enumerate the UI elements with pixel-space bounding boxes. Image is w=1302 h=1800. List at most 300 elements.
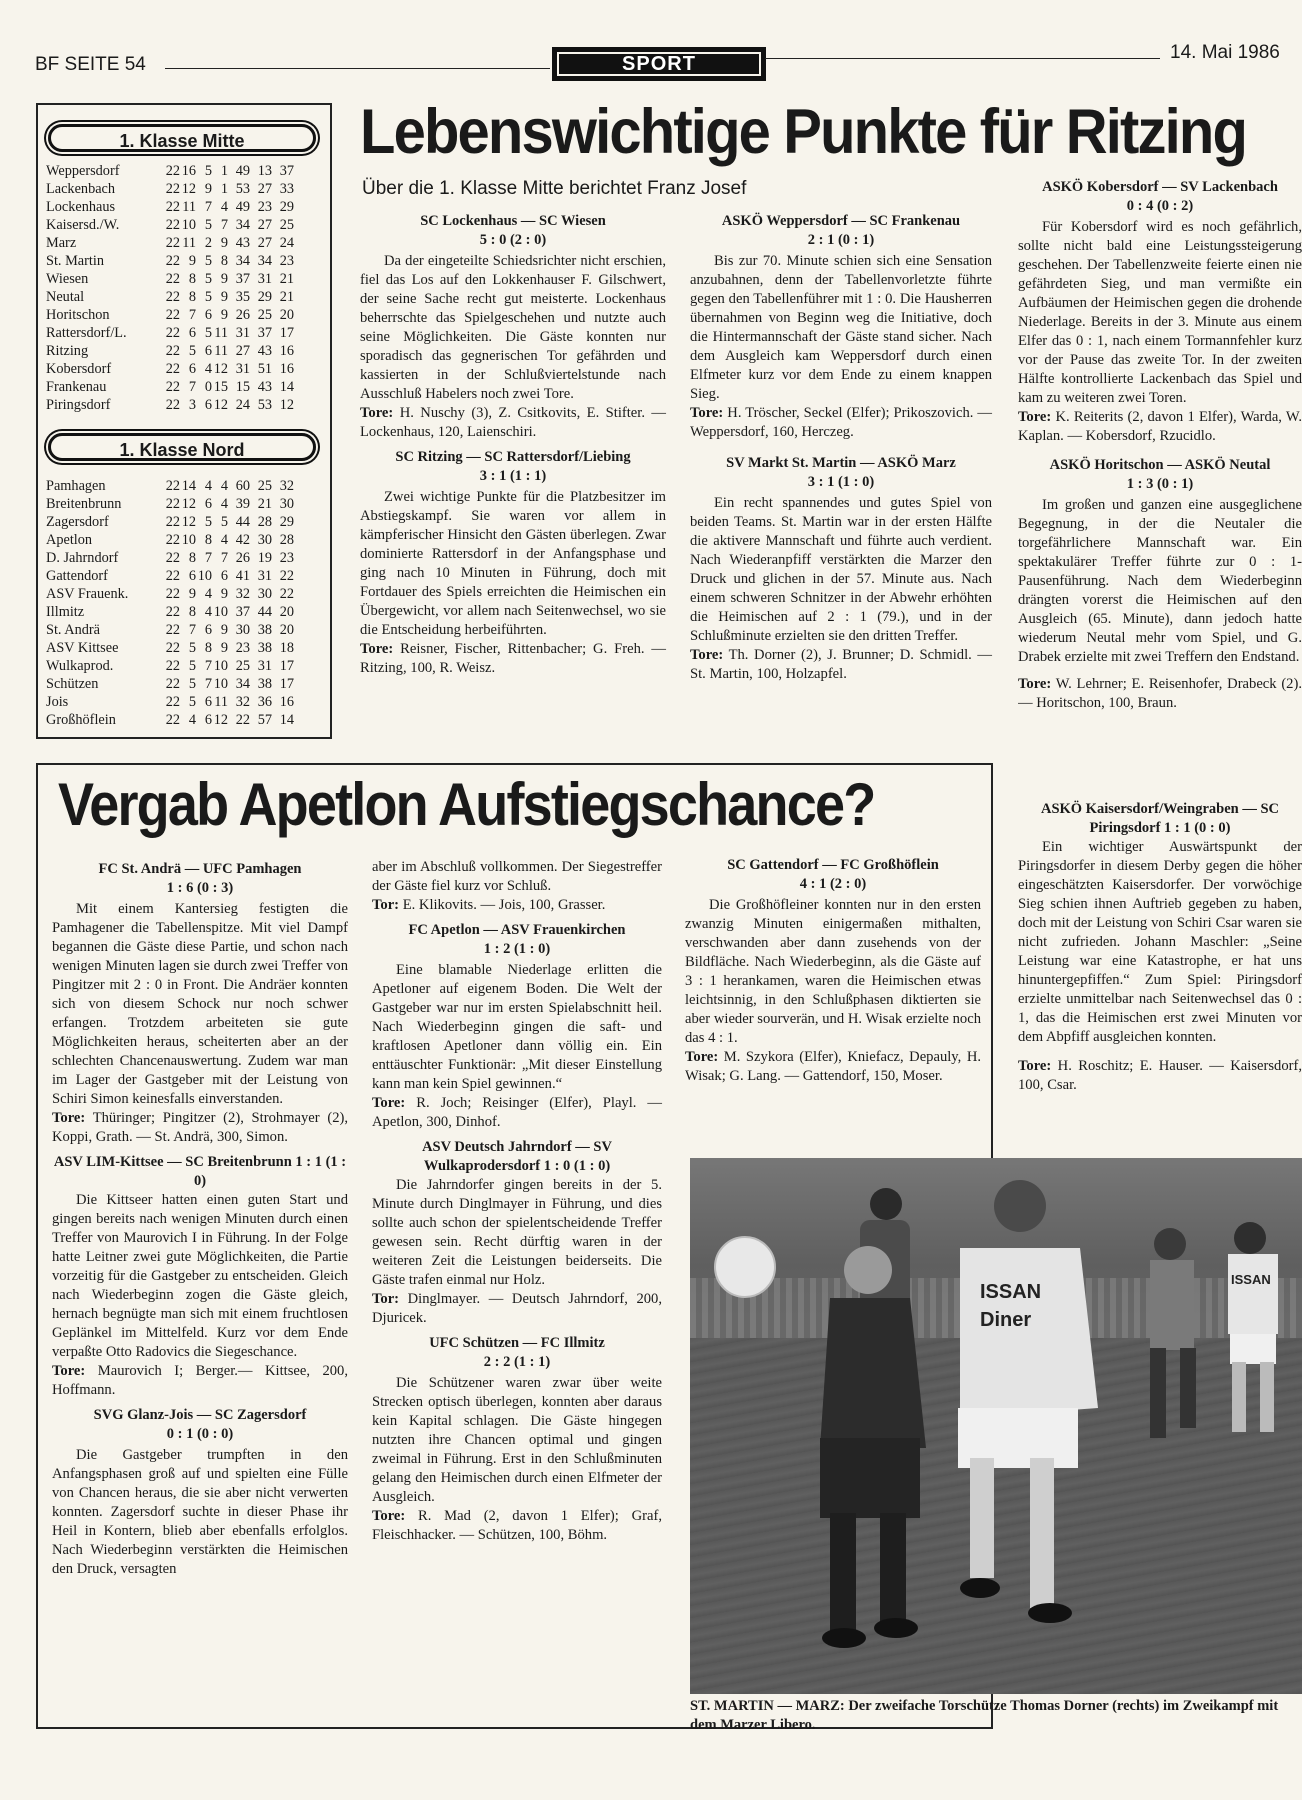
match-report: Zwei wichtige Punkte für die Platzbesitzer im Abstiegskampf. Sie waren vor allem in kämpferischer Hinsicht den Gästen überlegen. Zwar dominierte Rattersdorf in der Anfangsphase und ging nach 10 Minuten in Führung, doch mit Fortdauer des Spiels erreichten die Heimischen ein Übergewicht, vor allem nach Seitenwechsel, wo sie die Entscheidung herbeiführten. bbox=[360, 489, 666, 638]
standings-row bbox=[46, 324, 326, 342]
stat-cell: 22 bbox=[165, 676, 180, 692]
stat-cell: 29 bbox=[279, 199, 294, 215]
stat-cell: 39 bbox=[235, 496, 250, 512]
scorers-line bbox=[1018, 1057, 1302, 1095]
stat-cell: 29 bbox=[279, 514, 294, 530]
stat-cell: 8 bbox=[188, 289, 196, 305]
scorers-label: Tore: bbox=[690, 405, 724, 421]
stat-cell: 6 bbox=[204, 694, 212, 710]
shirt-lettering: Diner bbox=[980, 1309, 1032, 1331]
stat-cell: 36 bbox=[257, 694, 272, 710]
scorers-label: Tor: bbox=[372, 1291, 400, 1307]
scorers-line bbox=[1018, 408, 1302, 446]
team-name: Kaisersd./W. bbox=[46, 217, 120, 233]
match-report: aber im Abschluß vollkommen. Der Siegestreffer der Gäste fiel kurz vor Schluß. bbox=[372, 859, 662, 894]
stat-cell: 7 bbox=[188, 622, 196, 638]
stat-cell: 22 bbox=[165, 568, 180, 584]
article-column bbox=[690, 212, 992, 688]
standings-row bbox=[46, 675, 326, 693]
standings-row bbox=[46, 639, 326, 657]
stat-cell: 22 bbox=[165, 550, 180, 566]
stat-cell: 51 bbox=[257, 361, 272, 377]
stat-cell: 3 bbox=[188, 397, 196, 413]
byline: Über die 1. Klasse Mitte berichtet Franz Josef bbox=[362, 178, 747, 199]
stat-cell: 44 bbox=[257, 604, 272, 620]
scorers-line bbox=[372, 1290, 662, 1328]
stat-cell: 9 bbox=[220, 307, 228, 323]
stat-cell: 10 bbox=[213, 604, 228, 620]
player-figure bbox=[958, 1180, 1098, 1623]
stat-cell: 22 bbox=[165, 379, 180, 395]
scorers-text: M. Szykora (Elfer), Kniefacz, Depauly, H. Wisak; G. Lang. — Gattendorf, 150, Moser. bbox=[685, 1049, 982, 1084]
stat-cell: 5 bbox=[188, 343, 196, 359]
scorers-text: Th. Dorner (2), J. Brunner; D. Schmidl. — St. Martin, 100, Holzapfel. bbox=[690, 647, 992, 682]
stat-cell: 6 bbox=[204, 397, 212, 413]
team-name: Breitenbrunn bbox=[46, 496, 122, 512]
team-name: Illmitz bbox=[46, 604, 85, 620]
match-heading: UFC Schützen — FC Illmitz bbox=[429, 1335, 605, 1351]
article-column bbox=[360, 212, 666, 682]
standings-row bbox=[46, 198, 326, 216]
stat-cell: 22 bbox=[165, 622, 180, 638]
stat-cell: 17 bbox=[279, 325, 294, 341]
stat-cell: 7 bbox=[220, 550, 228, 566]
stat-cell: 22 bbox=[165, 496, 180, 512]
standings-row bbox=[46, 567, 326, 585]
standings-row bbox=[46, 693, 326, 711]
scorers-label: Tore: bbox=[52, 1363, 86, 1379]
standings-row bbox=[46, 657, 326, 675]
stat-cell: 11 bbox=[214, 343, 228, 359]
match-report: Ein wichtiger Auswärtspunkt der Piringsdorfer in diesem Derby gegen die höher eingeschätzten Kaisersdorfer. Der vorwöchige Sieg schien ihnen Auftrieb gegeben zu haben, doch mit der Leistung von Schiri Csar waren sie nicht zufrieden. Johann Maschler: „Seine Leistung war eine Katastrophe, er hat uns hinuntergepfiffen.“ Zum Spiel: Piringsdorf erzielte unmittelbar nach Seitenwechsel das 0 : 1, das die Heimischen erst zwei Minuten vor dem Abpfiff ausgleichen konnten. bbox=[1018, 839, 1302, 1045]
team-name: Rattersdorf/L. bbox=[46, 325, 127, 341]
standings-row bbox=[46, 252, 326, 270]
stat-cell: 20 bbox=[279, 307, 294, 323]
match-score: 4 : 1 (2 : 0) bbox=[799, 876, 867, 892]
stat-cell: 4 bbox=[220, 496, 228, 512]
stat-cell: 53 bbox=[257, 397, 272, 413]
stat-cell: 5 bbox=[220, 514, 228, 530]
stat-cell: 30 bbox=[235, 622, 250, 638]
stat-cell: 43 bbox=[257, 343, 272, 359]
stat-cell: 22 bbox=[165, 514, 180, 530]
team-name: Marz bbox=[46, 235, 77, 251]
match-heading: ASKÖ Horitschon — ASKÖ Neutal bbox=[1049, 457, 1271, 473]
scorers-label: Tore: bbox=[1018, 676, 1052, 692]
stat-cell: 11 bbox=[214, 694, 228, 710]
stat-cell: 12 bbox=[181, 496, 196, 512]
stat-cell: 7 bbox=[220, 217, 228, 233]
match-heading: SVG Glanz-Jois — SC Zagersdorf bbox=[93, 1407, 307, 1423]
stat-cell: 30 bbox=[257, 586, 272, 602]
stat-cell: 17 bbox=[279, 676, 294, 692]
stat-cell: 9 bbox=[188, 253, 196, 269]
stat-cell: 4 bbox=[188, 712, 196, 728]
stat-cell: 4 bbox=[220, 532, 228, 548]
scorers-label: Tore: bbox=[1018, 409, 1052, 425]
stat-cell: 22 bbox=[165, 694, 180, 710]
stat-cell: 8 bbox=[204, 640, 212, 656]
stat-cell: 37 bbox=[235, 271, 250, 287]
match-score: 2 : 2 (1 : 1) bbox=[483, 1354, 551, 1370]
scorers-label: Tore: bbox=[372, 1095, 406, 1111]
stat-cell: 22 bbox=[165, 181, 180, 197]
stat-cell: 22 bbox=[165, 271, 180, 287]
scorers-label: Tore: bbox=[360, 641, 394, 657]
stat-cell: 4 bbox=[204, 478, 212, 494]
match-report: Im großen und ganzen eine ausgeglichene Begegnung, in der die Neutaler die torgefährlichere Mannschaft war. Ein spektakulärer Treffer führte zur 0 : 1-Pausenführung. Nach dem Wiederbeginn drängten vorerst die Heimischen auf den Ausgleich (65. Minute), dann jedoch hatte wiederum Neutal mehr vom Spiel, und G. Drabek erzielte mit zwei Treffern den Endstand. bbox=[1018, 497, 1302, 665]
match-heading: FC St. Andrä — UFC Pamhagen bbox=[98, 861, 302, 877]
team-name: Frankenau bbox=[46, 379, 107, 395]
scorers-label: Tore: bbox=[690, 647, 724, 663]
standings-row bbox=[46, 513, 326, 531]
stat-cell: 28 bbox=[257, 514, 272, 530]
match-score: 2 : 1 (0 : 1) bbox=[807, 232, 875, 248]
issue-date: 14. Mai 1986 bbox=[1170, 42, 1280, 63]
stat-cell: 11 bbox=[182, 199, 196, 215]
header-rule bbox=[765, 58, 1160, 59]
team-name: Wiesen bbox=[46, 271, 89, 287]
stat-cell: 5 bbox=[204, 217, 212, 233]
stat-cell: 6 bbox=[204, 622, 212, 638]
stat-cell: 5 bbox=[204, 163, 212, 179]
team-name: Lackenbach bbox=[46, 181, 116, 197]
team-name: D. Jahrndorf bbox=[46, 550, 119, 566]
stat-cell: 37 bbox=[257, 325, 272, 341]
team-name: ASV Frauenk. bbox=[46, 586, 129, 602]
article-column bbox=[1018, 178, 1302, 758]
stat-cell: 32 bbox=[279, 478, 294, 494]
stat-cell: 5 bbox=[204, 325, 212, 341]
match-score: 5 : 0 (2 : 0) bbox=[479, 232, 547, 248]
stat-cell: 34 bbox=[257, 253, 272, 269]
section-badge: SPORT bbox=[552, 47, 766, 81]
stat-cell: 31 bbox=[257, 658, 272, 674]
standings-row bbox=[46, 549, 326, 567]
article-column bbox=[685, 856, 981, 1090]
stat-cell: 9 bbox=[188, 586, 196, 602]
team-name: ASV Kittsee bbox=[46, 640, 119, 656]
stat-cell: 25 bbox=[257, 307, 272, 323]
stat-cell: 41 bbox=[235, 568, 250, 584]
stat-cell: 5 bbox=[188, 676, 196, 692]
stat-cell: 5 bbox=[204, 289, 212, 305]
match-heading: SC Ritzing — SC Rattersdorf/Liebing bbox=[395, 449, 631, 465]
stat-cell: 22 bbox=[165, 289, 180, 305]
stat-cell: 16 bbox=[181, 163, 196, 179]
stat-cell: 11 bbox=[182, 235, 196, 251]
team-name: Piringsdorf bbox=[46, 397, 111, 413]
stat-cell: 34 bbox=[235, 253, 250, 269]
stat-cell: 31 bbox=[257, 271, 272, 287]
scorers-line bbox=[360, 640, 666, 678]
standings-row bbox=[46, 306, 326, 324]
team-name: Wulkaprod. bbox=[46, 658, 114, 674]
stat-cell: 12 bbox=[181, 181, 196, 197]
stat-cell: 30 bbox=[257, 532, 272, 548]
scorers-label: Tore: bbox=[1018, 1058, 1052, 1074]
scorers-text: H. Nuschy (3), Z. Csitkovits, E. Stifter. — Lockenhaus, 120, Laienschiri. bbox=[360, 405, 666, 440]
team-name: St. Martin bbox=[46, 253, 104, 269]
stat-cell: 49 bbox=[235, 199, 250, 215]
scorers-text: H. Roschitz; E. Hauser. — Kaisersdorf, 100, Csar. bbox=[1018, 1058, 1302, 1093]
scorers-text: R. Mad (2, davon 1 Elfer); Graf, Fleischhacker. — Schützen, 100, Böhm. bbox=[372, 1508, 662, 1543]
scorers-text: K. Reiterits (2, davon 1 Elfer), Warda, W. Kaplan. — Kobersdorf, Rzucidlo. bbox=[1018, 409, 1302, 444]
standings-title-mitte: 1. Klasse Mitte bbox=[48, 124, 316, 152]
stat-cell: 25 bbox=[257, 478, 272, 494]
page-label: BF SEITE 54 bbox=[35, 54, 146, 75]
stat-cell: 8 bbox=[204, 532, 212, 548]
stat-cell: 43 bbox=[235, 235, 250, 251]
team-name: Pamhagen bbox=[46, 478, 106, 494]
match-report: Da der eingeteilte Schiedsrichter nicht erschien, fiel das Los auf den Lokkenhauser F. Gilschwert, der seine Sache recht gut meisterte. Lockenhaus beherrschte das Spielgeschehen und nutzte auch seine Möglichkeiten. Die Gäste konnten nur sporadisch das gegnerischen Tor gefährden und kassierten in der Schlußviertelstunde nach Ausschluß Habelers noch zwei Tore. bbox=[360, 253, 666, 402]
match-report: Die Schützener waren zwar über weite Strecken optisch überlegen, konnten aber daraus kein Kapital schlagen. Die Gäste hingegen nutzten ihre Chancen optimal und gingen zweimal in Führung. Erst in den Schlußminuten gelang den Heimischen durch einen Elfmeter der Ausgleich. bbox=[372, 1375, 662, 1505]
scorers-line bbox=[372, 1094, 662, 1132]
stat-cell: 31 bbox=[257, 568, 272, 584]
standings-row bbox=[46, 216, 326, 234]
match-heading: SC Lockenhaus — SC Wiesen bbox=[420, 213, 606, 229]
standings-table-nord bbox=[46, 477, 326, 729]
stat-cell: 18 bbox=[279, 640, 294, 656]
stat-cell: 1 bbox=[220, 163, 228, 179]
scorers-text: R. Joch; Reisinger (Elfer), Playl. — Apetlon, 300, Dinhof. bbox=[372, 1095, 662, 1130]
scorers-text: Dinglmayer. — Deutsch Jahrndorf, 200, Djuricek. bbox=[372, 1291, 662, 1326]
shirt-lettering: ISSAN bbox=[1231, 1272, 1271, 1287]
stat-cell: 10 bbox=[181, 532, 196, 548]
match-heading: ASV LIM-Kittsee — SC Breitenbrunn 1 : 1 (1 : 0) bbox=[53, 1154, 347, 1189]
match-report: Ein recht spannendes und gutes Spiel von beiden Teams. St. Martin war in der ersten Hälfte die aktivere Mannschaft und führte auch verdient. Nach Wiederanpfiff verstärkten die Marzer den Druck und glichen in der 57. Minute aus. Nach einem schweren Schnitzer in der Abwehr erhöhten die Heimischen auf 2 : 1 (79.), und in der Schlußminute erzielten sie den dritten Treffer. bbox=[690, 495, 992, 644]
stat-cell: 13 bbox=[257, 163, 272, 179]
scorers-line bbox=[690, 404, 992, 442]
stat-cell: 8 bbox=[188, 271, 196, 287]
stat-cell: 22 bbox=[165, 604, 180, 620]
stat-cell: 60 bbox=[235, 478, 250, 494]
standings-row bbox=[46, 621, 326, 639]
team-name: Kobersdorf bbox=[46, 361, 112, 377]
stat-cell: 22 bbox=[279, 568, 294, 584]
team-name: Ritzing bbox=[46, 343, 89, 359]
stat-cell: 38 bbox=[257, 640, 272, 656]
stat-cell: 43 bbox=[257, 379, 272, 395]
stat-cell: 6 bbox=[220, 568, 228, 584]
stat-cell: 21 bbox=[279, 289, 294, 305]
stat-cell: 38 bbox=[257, 676, 272, 692]
stat-cell: 22 bbox=[165, 163, 180, 179]
stat-cell: 0 bbox=[204, 379, 212, 395]
stat-cell: 22 bbox=[165, 217, 180, 233]
team-name: St. Andrä bbox=[46, 622, 101, 638]
match-heading: FC Apetlon — ASV Frauenkirchen bbox=[408, 922, 626, 938]
stat-cell: 22 bbox=[165, 235, 180, 251]
standings-row bbox=[46, 531, 326, 549]
standings-table-mitte bbox=[46, 162, 326, 414]
team-name: Jois bbox=[46, 694, 69, 710]
header-rule bbox=[165, 68, 550, 69]
player-figure bbox=[1150, 1228, 1196, 1438]
stat-cell: 7 bbox=[188, 379, 196, 395]
team-name: Schützen bbox=[46, 676, 99, 692]
stat-cell: 6 bbox=[204, 307, 212, 323]
stat-cell: 37 bbox=[235, 604, 250, 620]
scorers-text: Maurovich I; Berger.— Kittsee, 200, Hoffmann. bbox=[52, 1363, 348, 1398]
match-score: 3 : 1 (1 : 0) bbox=[807, 474, 875, 490]
match-report: Für Kobersdorf wird es noch gefährlich, sollte nicht bald eine Leistungssteigerung geschehen. Der Tabellenzweite feierte einen nie gefährdeten Sieg, und man vermißte ein Aufbäumen der Heimischen gegen die drohende Niederlage. Bereits in der 3. Minute aus einem Elfer das 0 : 1, nach einem Tormannfehler kurz vor der Pause das zweite Tor. In der zweiten Hälfte kontrollierte Lackenbach das Spiel und kam zu weiteren zwei Toren. bbox=[1018, 219, 1302, 406]
standings-row bbox=[46, 396, 326, 414]
stat-cell: 23 bbox=[235, 640, 250, 656]
stat-cell: 5 bbox=[188, 658, 196, 674]
scorers-label: Tore: bbox=[360, 405, 394, 421]
stat-cell: 8 bbox=[188, 604, 196, 620]
stat-cell: 22 bbox=[165, 712, 180, 728]
stat-cell: 22 bbox=[235, 712, 250, 728]
stat-cell: 7 bbox=[204, 550, 212, 566]
scorers-line bbox=[685, 1048, 981, 1086]
stat-cell: 4 bbox=[220, 478, 228, 494]
stat-cell: 22 bbox=[165, 397, 180, 413]
stat-cell: 6 bbox=[204, 343, 212, 359]
player-figure bbox=[820, 1246, 926, 1648]
scorers-label: Tore: bbox=[372, 1508, 406, 1524]
stat-cell: 7 bbox=[204, 676, 212, 692]
match-score: 1 : 2 (1 : 0) bbox=[483, 941, 551, 957]
standings-row bbox=[46, 360, 326, 378]
match-score: 1 : 3 (0 : 1) bbox=[1126, 476, 1194, 492]
stat-cell: 10 bbox=[181, 217, 196, 233]
team-name: Lockenhaus bbox=[46, 199, 116, 215]
stat-cell: 19 bbox=[257, 550, 272, 566]
scorers-line bbox=[690, 646, 992, 684]
stat-cell: 5 bbox=[204, 271, 212, 287]
match-report: Eine blamable Niederlage erlitten die Apetloner auf eigenem Boden. Die Welt der Gastgeber war nur im ersten Spielabschnitt heil. Nach Wiederbeginn gingen die saft- und kraftlosen Apetloner dann völlig ein. Ein enttäuschter Funktionär: „Mit dieser Einstellung kann man kein Spiel gewinnen.“ bbox=[372, 962, 662, 1092]
scorers-line bbox=[372, 1507, 662, 1545]
stat-cell: 23 bbox=[279, 253, 294, 269]
stat-cell: 42 bbox=[235, 532, 250, 548]
stat-cell: 20 bbox=[279, 622, 294, 638]
stat-cell: 23 bbox=[257, 199, 272, 215]
stat-cell: 9 bbox=[220, 271, 228, 287]
stat-cell: 6 bbox=[188, 568, 196, 584]
scorers-text: W. Lehrner; E. Reisenhofer, Drabeck (2). — Horitschon, 100, Braun. bbox=[1018, 676, 1302, 711]
standings-row bbox=[46, 288, 326, 306]
team-name: Zagersdorf bbox=[46, 514, 109, 530]
match-score: 0 : 4 (0 : 2) bbox=[1126, 198, 1194, 214]
team-name: Weppersdorf bbox=[46, 163, 120, 179]
stat-cell: 16 bbox=[279, 694, 294, 710]
stat-cell: 5 bbox=[188, 640, 196, 656]
team-name: Horitschon bbox=[46, 307, 110, 323]
stat-cell: 44 bbox=[235, 514, 250, 530]
scorers-label: Tor: bbox=[372, 897, 400, 913]
match-heading: ASKÖ Kaisersdorf/Weingraben — SC Piringsdorf 1 : 1 (0 : 0) bbox=[1040, 801, 1280, 836]
scorers-line bbox=[52, 1109, 348, 1147]
stat-cell: 22 bbox=[279, 586, 294, 602]
scorers-line bbox=[372, 896, 662, 915]
stat-cell: 22 bbox=[165, 478, 180, 494]
match-report: Die Kittseer hatten einen guten Start und gingen bereits nach wenigen Minuten durch einen Treffer von Maurovich I in Führung. In der Folge hatte Leitner zwei gute Möglichkeiten, die Partie vorzeitig für die Gastgeber zu entscheiden. Gleich nach Wiederbeginn zogen die Gäste gleich, hernach begnügte man sich mit einem fruchtlosen Geplänkel im Mittelfeld. Kurz vor dem Ende verpaßte Otto Radovics die Siegeschance. bbox=[52, 1192, 348, 1360]
match-heading: SV Markt St. Martin — ASKÖ Marz bbox=[726, 455, 956, 471]
stat-cell: 24 bbox=[279, 235, 294, 251]
scorers-text: Reisner, Fischer, Rittenbacher; G. Freh. — Ritzing, 100, R. Weisz. bbox=[360, 641, 666, 676]
stat-cell: 6 bbox=[204, 496, 212, 512]
stat-cell: 25 bbox=[279, 217, 294, 233]
stat-cell: 8 bbox=[220, 253, 228, 269]
stat-cell: 12 bbox=[181, 514, 196, 530]
stat-cell: 27 bbox=[257, 235, 272, 251]
stat-cell: 38 bbox=[257, 622, 272, 638]
stat-cell: 10 bbox=[213, 676, 228, 692]
stat-cell: 9 bbox=[220, 235, 228, 251]
match-report: Die Großhöfleiner konnten nur in den ersten zwanzig Minuten einigermaßen mithalten, verschwanden aber dann zusehends von der Bildfläche. Nach Wiederbeginn, als die Gäste auf 3 : 1 herankamen, waren die Heimischen etwas leichtsinnig, in den Schlußphasen diktierten sie aber wieder sourverän, und H. Wisak erzielte noch das 4 : 1. bbox=[685, 897, 981, 1046]
scorers-line bbox=[360, 404, 666, 442]
headline-ritzing: Lebenswichtige Punkte für Ritzing bbox=[360, 97, 1247, 167]
standings-row bbox=[46, 711, 326, 729]
players-illustration bbox=[690, 1158, 1302, 1694]
stat-cell: 14 bbox=[181, 478, 196, 494]
stat-cell: 15 bbox=[213, 379, 228, 395]
stat-cell: 22 bbox=[165, 343, 180, 359]
stat-cell: 6 bbox=[188, 361, 196, 377]
stat-cell: 21 bbox=[279, 271, 294, 287]
stat-cell: 27 bbox=[257, 181, 272, 197]
stat-cell: 35 bbox=[235, 289, 250, 305]
stat-cell: 26 bbox=[235, 550, 250, 566]
stat-cell: 5 bbox=[188, 694, 196, 710]
stat-cell: 57 bbox=[257, 712, 272, 728]
stat-cell: 5 bbox=[204, 253, 212, 269]
stat-cell: 26 bbox=[235, 307, 250, 323]
standings-row bbox=[46, 342, 326, 360]
standings-row bbox=[46, 234, 326, 252]
stat-cell: 22 bbox=[165, 325, 180, 341]
stat-cell: 49 bbox=[235, 163, 250, 179]
stat-cell: 10 bbox=[213, 658, 228, 674]
shirt-lettering: ISSAN bbox=[980, 1281, 1042, 1303]
stat-cell: 25 bbox=[235, 658, 250, 674]
stat-cell: 33 bbox=[279, 181, 294, 197]
stat-cell: 34 bbox=[235, 217, 250, 233]
stat-cell: 16 bbox=[279, 343, 294, 359]
stat-cell: 29 bbox=[257, 289, 272, 305]
standings-row bbox=[46, 477, 326, 495]
stat-cell: 21 bbox=[257, 496, 272, 512]
stat-cell: 17 bbox=[279, 658, 294, 674]
stat-cell: 20 bbox=[279, 604, 294, 620]
article-column bbox=[52, 860, 348, 1579]
scorers-text: Thüringer; Pingitzer (2), Strohmayer (2), Koppi, Grath. — St. Andrä, 300, Simon. bbox=[52, 1110, 348, 1145]
scorers-line bbox=[52, 1362, 348, 1400]
stat-cell: 11 bbox=[214, 325, 228, 341]
stat-cell: 12 bbox=[213, 712, 228, 728]
stat-cell: 10 bbox=[197, 568, 212, 584]
team-name: Neutal bbox=[46, 289, 85, 305]
stat-cell: 31 bbox=[235, 325, 250, 341]
stat-cell: 5 bbox=[204, 514, 212, 530]
stat-cell: 1 bbox=[220, 181, 228, 197]
stat-cell: 22 bbox=[165, 361, 180, 377]
match-report: Bis zur 70. Minute schien sich eine Sensation anzubahnen, denn der Tabellenvorletzte führte gegen den Tabellenführer mit 1 : 0. Die Hausherren übernahmen von Beginn weg die Initiative, doch die Hintermannschaft der Gäste stand sicher. Nach dem Ausgleich kam Weppersdorf durch einen Elfmeter kurz vor dem Ende zu einem knappen Sieg. bbox=[690, 253, 992, 402]
scorers-line bbox=[1018, 675, 1302, 713]
stat-cell: 4 bbox=[204, 604, 212, 620]
stat-cell: 12 bbox=[279, 397, 294, 413]
match-score: 3 : 1 (1 : 1) bbox=[479, 468, 547, 484]
stat-cell: 8 bbox=[188, 550, 196, 566]
stat-cell: 27 bbox=[235, 343, 250, 359]
stat-cell: 32 bbox=[235, 586, 250, 602]
standings-box bbox=[36, 103, 332, 739]
stat-cell: 22 bbox=[165, 253, 180, 269]
match-score: 1 : 6 (0 : 3) bbox=[166, 880, 234, 896]
match-heading: ASKÖ Weppersdorf — SC Frankenau bbox=[721, 213, 961, 229]
